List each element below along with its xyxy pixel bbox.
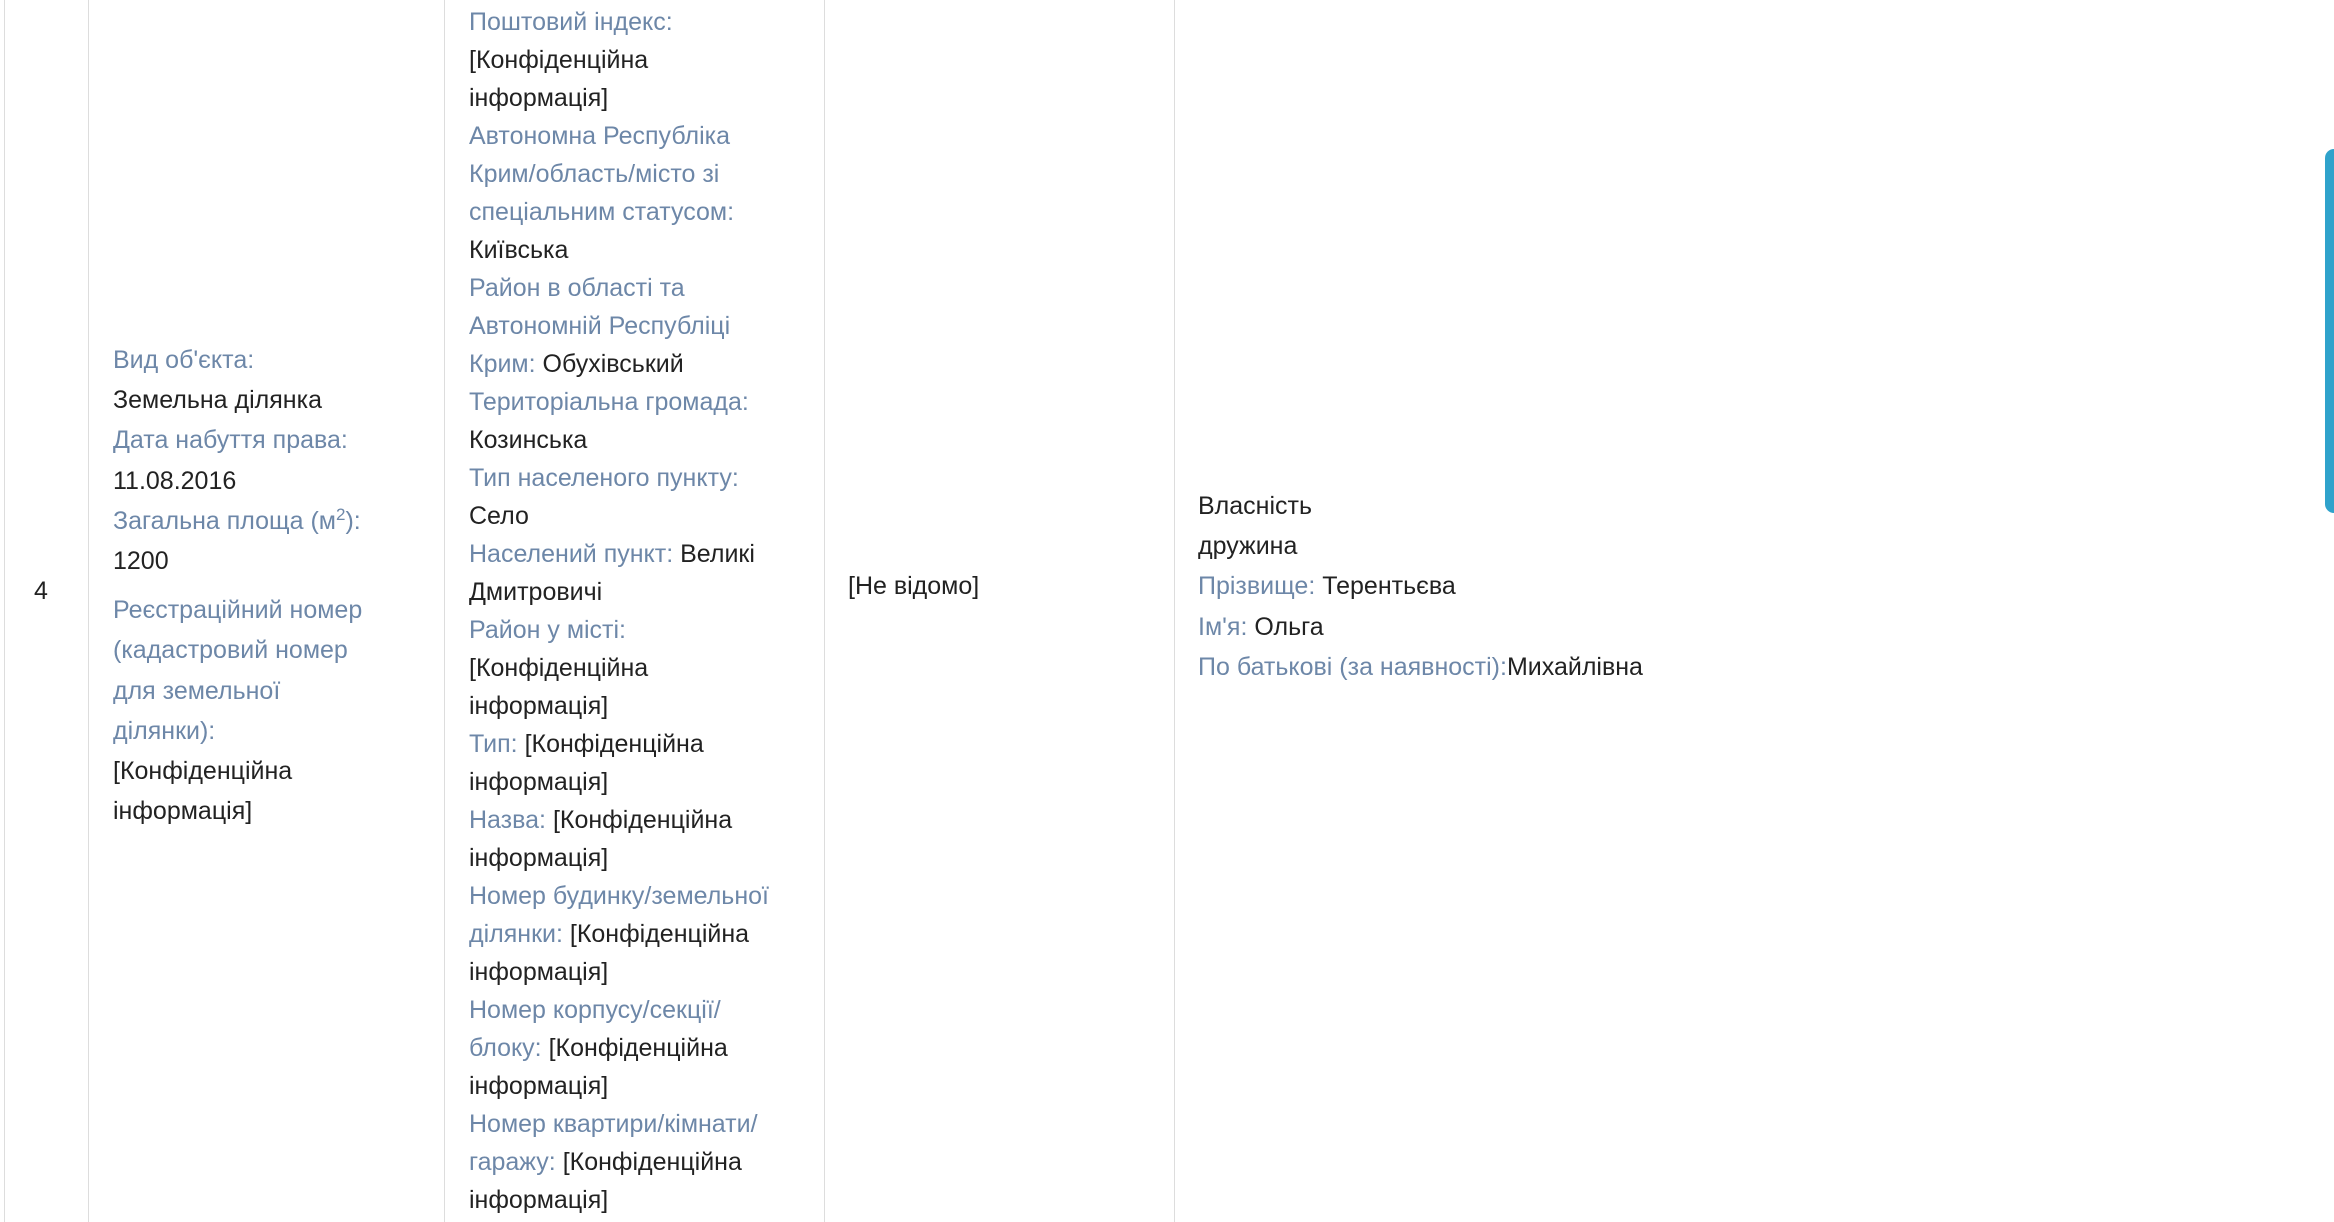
name-value: Ольга — [1254, 612, 1324, 641]
settlement-type-label: Тип населеного пункту: — [469, 464, 739, 492]
building-number-field — [469, 877, 816, 991]
area-label — [113, 501, 444, 541]
patronymic-value: Михайлівна — [1506, 652, 1643, 681]
settlement-field — [469, 535, 816, 611]
region-field — [469, 117, 816, 269]
street-name-field — [469, 801, 816, 877]
region-value: Київська — [469, 236, 569, 264]
apartment-number-field — [469, 1105, 816, 1219]
city-district-label: Район у місті: — [469, 616, 627, 644]
settlement-value: Великі Дмитровичі — [469, 540, 755, 606]
city-district-field — [469, 611, 816, 725]
territorial-community-value: Козинська — [469, 426, 588, 454]
territorial-community-field — [469, 383, 816, 459]
settlement-type-field — [469, 459, 816, 535]
object-location-cell — [445, 0, 825, 1222]
surname-value: Терентьєва — [1322, 572, 1456, 601]
building-number-value: [Конфіденційна інформація] — [469, 920, 750, 986]
postal-code-field — [469, 3, 816, 117]
city-district-value: [Конфіденційна інформація] — [469, 654, 649, 720]
owner-relation: дружина — [1198, 532, 1298, 561]
apartment-number-label: Номер квартири/кімнати/ гаражу: — [469, 1110, 758, 1176]
district-field — [469, 269, 816, 383]
owner-cell — [1175, 0, 2334, 1222]
block-number-value: [Конфіденційна інформація] — [469, 1034, 728, 1100]
area-label-superscript: 2 — [336, 504, 346, 524]
block-number-label: Номер корпусу/секції/ блоку: — [469, 996, 721, 1062]
settlement-label: Населений пункт: — [469, 540, 674, 568]
patronymic-label: По батькові (за наявності): — [1198, 652, 1507, 681]
area-label-suffix: ): — [345, 506, 361, 535]
object-type-label: Вид об'єкта: — [113, 346, 255, 374]
area-label-text: Загальна площа (м — [113, 506, 336, 535]
street-name-value: [Конфіденційна інформація] — [469, 806, 733, 872]
row-number: 4 — [34, 577, 48, 605]
name-field — [1198, 607, 2334, 647]
surname-field — [1198, 566, 2334, 606]
district-label: Район в області та Автономній Республіці Крим: — [469, 274, 731, 378]
street-type-value: [Конфіденційна інформація] — [469, 730, 704, 796]
building-number-label: Номер будинку/земельної ділянки: — [469, 882, 769, 948]
territorial-community-label: Територіальна громада: — [469, 388, 749, 416]
acquired-date-label: Дата набуття права: — [113, 426, 348, 455]
name-label: Ім'я: — [1198, 612, 1248, 641]
region-label: Автономна Республіка Крим/область/місто зі спеціальним статусом: — [469, 122, 735, 226]
object-type-value: Земельна ділянка — [113, 386, 322, 415]
settlement-type-value: Село — [469, 502, 529, 530]
street-type-label: Тип: — [469, 730, 518, 758]
row-number-cell — [4, 0, 89, 1222]
postal-code-label: Поштовий індекс: — [469, 8, 673, 36]
object-details-cell — [89, 0, 445, 1222]
acquired-date-value: 11.08.2016 — [113, 466, 237, 495]
block-number-field — [469, 991, 816, 1105]
value-cell — [825, 0, 1175, 1222]
side-scroll-tab[interactable] — [2325, 149, 2334, 513]
right-type: Власність — [1198, 492, 1313, 520]
cadastral-number-label: Реєстраційний номер (кадастровий номер для земельної ділянки): — [113, 596, 363, 745]
street-name-label: Назва: — [469, 806, 546, 834]
apartment-number-value: [Конфіденційна інформація] — [469, 1148, 742, 1214]
surname-label: Прізвище: — [1198, 572, 1316, 601]
value-unknown: [Не відомо] — [848, 572, 980, 600]
area-value: 1200 — [113, 547, 169, 576]
patronymic-field — [1198, 647, 2334, 687]
street-type-field — [469, 725, 816, 801]
district-value: Обухівський — [542, 350, 684, 378]
postal-code-value: [Конфіденційна інформація] — [469, 46, 649, 112]
cadastral-number-value: [Конфіденційна інформація] — [113, 757, 293, 826]
